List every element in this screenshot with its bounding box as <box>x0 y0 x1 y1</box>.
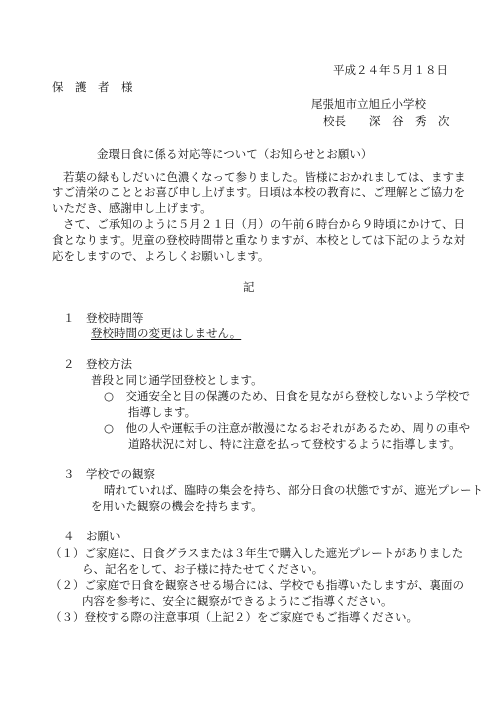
request-item: ら、記名をして、お子様に持たせてください。 <box>82 562 324 576</box>
request-item: （３）登校する際の注意事項（上記２）をご家庭でもご指導ください。 <box>50 610 418 624</box>
sender-school: 尾張旭市立旭丘小学校 <box>311 97 426 111</box>
section-heading: １ 登校時間等 <box>63 311 144 325</box>
body-line: すご清栄のこととお喜び申し上げます。日頃は本校の教育に、ご理解とご協力を <box>52 185 466 199</box>
body-line: いただき、感謝申し上げます。 <box>52 201 212 215</box>
request-item: （２）ご家庭で日食を観察させる場合には、学校でも指導いたしますが、裏面の <box>50 578 464 592</box>
bullet-line: 指導します。 <box>128 405 197 419</box>
section-text: 晴れていれば、臨時の集会を持ち、部分日食の状態ですが、遮光プレート <box>104 483 484 497</box>
document-title: 金環日食に係る対応等について（お知らせとお願い） <box>97 147 373 161</box>
section-text: を用いた観察の機会を持ちます。 <box>91 499 263 513</box>
bullet-line: 道路状況に対し、特に注意を払って登校するように指導します。 <box>128 437 461 451</box>
section-heading: ４ お願い <box>63 529 121 543</box>
request-item: 内容を参考に、安全に観察ができるようにご指導ください。 <box>82 594 393 608</box>
body-line: 食となります。児童の登校時間帯と重なりますが、本校としては下記のような対 <box>52 233 466 247</box>
document-date: 平成２４年５月１８日 <box>333 63 448 77</box>
body-line: 若葉の緑もしだいに色濃くなって参りました。皆様におかれましては、ますま <box>63 170 466 184</box>
ki-heading: 記 <box>243 280 255 294</box>
bullet-line: ○ 交通安全と目の保護のため、日食を見ながら登校しないよう学校で <box>104 389 471 403</box>
bullet-line: ○ 他の人や運転手の注意が散漫になるおそれがあるため、周りの車や <box>104 421 471 435</box>
section-heading: ３ 学校での観察 <box>63 467 155 481</box>
body-line: 応をしますので、よろしくお願いします。 <box>52 249 270 263</box>
section-heading: ２ 登校方法 <box>63 357 132 371</box>
section-text: 登校時間の変更はしません。 <box>91 326 242 340</box>
request-item: （１）ご家庭に、日食グラスまたは３年生で購入した遮光プレートがありました <box>50 546 464 560</box>
recipient: 保 護 者 様 <box>52 80 133 94</box>
sender-name: 校長 深 谷 秀 次 <box>323 114 450 128</box>
section-text: 普段と同じ通学団登校とします。 <box>91 373 263 387</box>
body-line: さて、ご承知のように５月２１日（月）の午前６時台から９時頃にかけて、日 <box>63 217 466 231</box>
